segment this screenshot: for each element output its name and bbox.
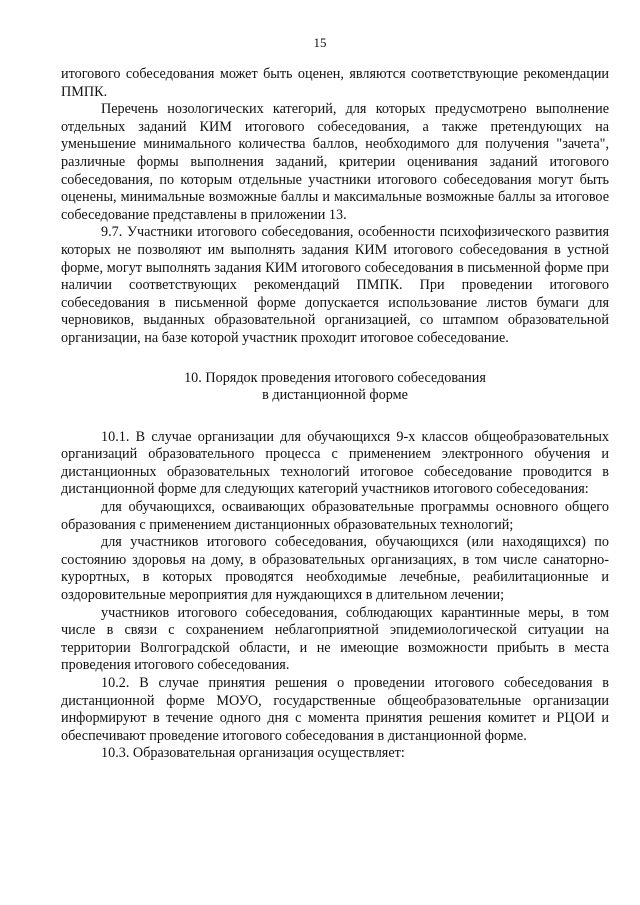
paragraph-category-quarantine: участников итогового собеседования, соблюдающих карантинные меры, в том числе в связи с сохранением неблагоприятной эпидемиологической ситуации на территории Волгоградской области, и не имеющие возможности прибыть в места проведения итогового собеседования. [61, 604, 609, 674]
paragraph-nosological-categories: Перечень нозологических категорий, для которых предусмотрено выполнение отдельных заданий КИМ итогового собеседования, а также претендующих на уменьшение минимального количества баллов, необходимого для получения "зачета", различные формы выполнения заданий, критерии оценивания заданий итогового собеседования, по которым отдельные участники итогового собеседования могут быть оценены, минимальные возможные баллы и максимальные возможные баллы за итоговое собеседование представлены в приложении 13. [61, 101, 609, 223]
paragraph-10-3: 10.3. Образовательная организация осуществляет: [101, 745, 405, 762]
paragraph-continuation: итогового собеседования может быть оценен, являются соответствующие рекомендации ПМПК. [61, 66, 609, 100]
section-heading-line-1: 10. Порядок проведения итогового собеседования [184, 369, 486, 386]
paragraph-category-distance-learners: для обучающихся, осваивающих образовательные программы основного общего образования с применением дистанционных образовательных технологий; [61, 499, 609, 533]
paragraph-10-1: 10.1. В случае организации для обучающихся 9-х классов общеобразовательных организаций образовательного процесса с применением электронного обучения и дистанционных образовательных технологий итоговое собеседование проводится в дистанционной форме для следующих категорий участников итогового собеседования: [61, 428, 609, 498]
paragraph-category-home-schooled: для участников итогового собеседования, обучающихся (или находящихся) по состоянию здоровья на дому, в образовательных организациях, в том числе санаторно-курортных, в которых проводятся необходимые лечебные, реабилитационные и оздоровительные мероприятия для нуждающихся в длительном лечении; [61, 534, 609, 604]
document-body [61, 66, 609, 763]
section-heading [61, 370, 609, 405]
section-heading-line-2: в дистанционной форме [262, 387, 408, 404]
paragraph-9-7: 9.7. Участники итогового собеседования, особенности психофизического развития которых не позволяют им выполнять задания КИМ итогового собеседования в устной форме, могут выполнять задания КИМ итогового собеседования в письменной форме при наличии соответствующих рекомендаций ПМПК. При проведении итогового собеседования в письменной форме допускается использование листов бумаги для черновиков, выданных образовательной организацией, со штампом образовательной организации, на базе которой участник проходит итоговое собеседование. [61, 224, 609, 346]
page-number: 15 [313, 35, 327, 50]
paragraph-10-2: 10.2. В случае принятия решения о проведении итогового собеседования в дистанционной форме МОУО, государственные общеобразовательные организации информируют в течение одного дня с момента принятия решения комитет и РЦОИ и обеспечивают проведение итогового собеседования в дистанционной форме. [61, 675, 609, 744]
